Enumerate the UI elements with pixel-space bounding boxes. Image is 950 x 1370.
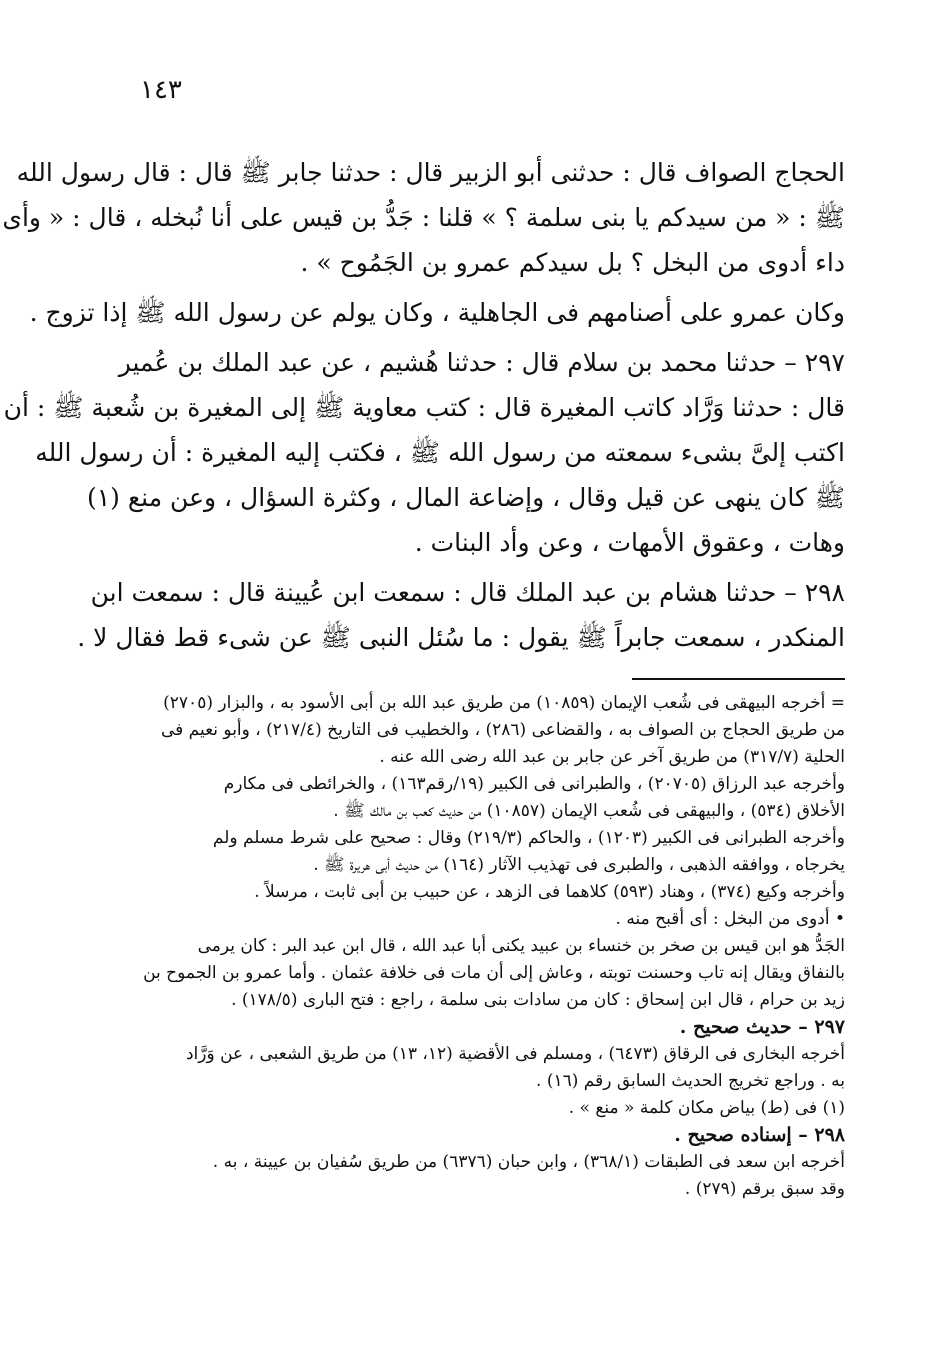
text-line: الحجاج الصواف قال : حدثنى أبو الزبير قال : حدثنا جابر ﷺ قال : قال رسول الله	[16, 158, 845, 187]
footnote-divider	[632, 678, 845, 680]
footnote-line: وأخرجه الطبرانى فى الكبير (١٢٠٣) ، والحاكم (٢١٩/٣) وقال : صحيح على شرط مسلم ولم	[212, 828, 845, 848]
footnote-line: زيد بن حرام ، قال ابن إسحاق : كان من سادات بنى سلمة ، راجع : فتح البارى (١٧٨/٥) .	[231, 990, 845, 1010]
footnote-line: بالنفاق ويقال إنه تاب وحسنت توبته ، وعاش إلى أن مات فى خلافة عثمان . وأما عمرو بن الجموح بن	[143, 963, 845, 983]
text-line: وهات ، وعقوق الأمهات ، وعن وأد البنات .	[414, 528, 845, 557]
footnote-line: الأخلاق (٥٣٤) ، والبيهقى فى شُعب الإيمان (١٠٨٥٧) من حديث كعب بن مالك ﷺ .	[333, 801, 845, 821]
text-line: اكتب إلىَّ بشىء سمعته من رسول الله ﷺ ، فكتب إليه المغيرة : أن رسول الله	[35, 438, 845, 467]
footnote-line: وأخرجه وكيع (٣٧٤) ، وهناد (٥٩٣) كلاهما فى الزهد ، عن حبيب بن أبى ثابت ، مرسلاً .	[254, 882, 845, 902]
hadith-297	[3, 340, 845, 565]
main-text-paragraph-2	[29, 290, 845, 335]
footnote-line: من طريق الحجاج بن الصواف به ، والقضاعى (٢٨٦) ، والخطيب فى التاريخ (٢١٧/٤) ، وأبو نعيم فى	[160, 720, 845, 740]
footnote-line: وقد سبق برقم (٢٧٩) .	[684, 1179, 845, 1199]
footnote-line: أخرجه البخارى فى الرقاق (٦٤٧٣) ، ومسلم فى الأقضية (١٢، ١٣) من طريق الشعبى ، عن وَرَّاد	[185, 1044, 845, 1064]
footnote-line: أخرجه ابن سعد فى الطبقات (٣٦٨/١) ، وابن حبان (٦٣٧٦) من طريق سُفيان بن عيينة ، به .	[212, 1152, 845, 1172]
footnote-line: = أخرجه البيهقى فى شُعب الإيمان (١٠٨٥٩) من طريق عبد الله بن أبى الأسود به ، والبزار (٢٧٠٥)	[163, 693, 845, 713]
text-line: قال : حدثنا وَرَّاد كاتب المغيرة قال : كتب معاوية ﷺ إلى المغيرة بن شُعبة ﷺ : أن	[3, 393, 845, 422]
footnote-line: الحلية (٣١٧/٧) من طريق آخر عن جابر بن عبد الله رضى الله عنه .	[379, 747, 845, 767]
footnote-heading-298: ٢٩٨ – إسناده صحيح .	[674, 1124, 845, 1146]
footnote-line: (١) فى (ط) بياض مكان كلمة « منع » .	[568, 1098, 845, 1118]
text-line: داء أدوى من البخل ؟ بل سيدكم عمرو بن الجَمُوح » .	[300, 248, 845, 277]
hadith-298	[77, 570, 845, 660]
footnote-line: • أدوى من البخل : أى أقبح منه .	[615, 909, 845, 929]
text-line: المنكدر ، سمعت جابراً ﷺ يقول : ما سُئل النبى ﷺ عن شىء قط فقال لا .	[77, 623, 845, 652]
footnote-line: الجَدُّ هو ابن قيس بن صخر بن خنساء بن عبيد يكنى أبا عبد الله ، قال ابن عبد البر : كان يرمى	[197, 936, 845, 956]
footnote-heading-297: ٢٩٧ – حديث صحيح .	[679, 1016, 845, 1038]
text-line: وكان عمرو على أصنامهم فى الجاهلية ، وكان يولم عن رسول الله ﷺ إذا تزوج .	[29, 298, 845, 327]
text-line: ﷺ كان ينهى عن قيل وقال ، وإضاعة المال ، وكثرة السؤال ، وعن منع (١)	[86, 483, 845, 512]
text-line: ٢٩٨ – حدثنا هشام بن عبد الملك قال : سمعت ابن عُيينة قال : سمعت ابن	[90, 578, 845, 607]
footnote-line: يخرجاه ، ووافقه الذهبى ، والطبرى فى تهذيب الآثار (١٦٤) من حديث أبى هريرة ﷺ .	[313, 855, 845, 875]
footnote-line: به . وراجع تخريج الحديث السابق رقم (١٦) .	[536, 1071, 845, 1091]
text-line: ٢٩٧ – حدثنا محمد بن سلام قال : حدثنا هُشيم ، عن عبد الملك بن عُمير	[118, 348, 845, 377]
text-line: ﷺ : « من سيدكم يا بنى سلمة ؟ » قلنا : جَدُّ بن قيس على أنا نُبخله ، قال : « وأى	[2, 203, 845, 232]
footnote-line: وأخرجه عبد الرزاق (٢٠٧٠٥) ، والطبرانى فى الكبير (١٩/رقم١٦٣) ، والخرائطى فى مكارم	[223, 774, 845, 794]
page-number: ١٤٣	[140, 75, 182, 105]
main-text-paragraph-1	[2, 150, 845, 285]
footnotes	[130, 690, 845, 1203]
